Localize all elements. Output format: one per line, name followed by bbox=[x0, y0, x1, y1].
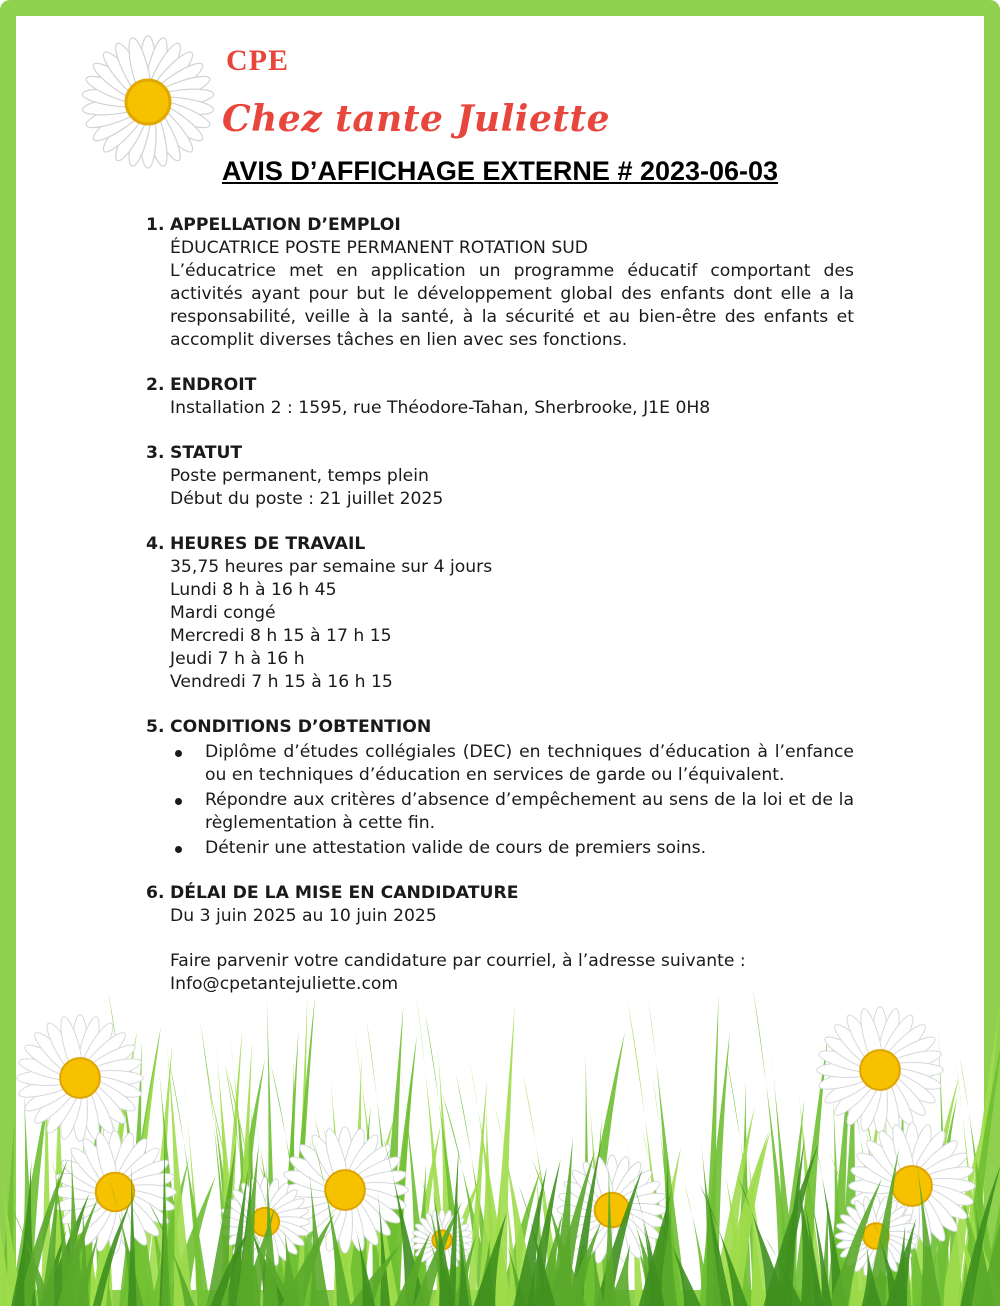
section-number: 4. bbox=[146, 534, 165, 554]
org-short-name: CPE bbox=[226, 44, 289, 77]
requirements-list bbox=[146, 741, 854, 860]
requirement-text: Diplôme d’études collégiales (DEC) en techniques d’éducation à l’enfance ou en techniques d’éducation en services de garde ou l’équivalent. bbox=[205, 742, 854, 785]
section-title: ENDROIT bbox=[170, 375, 257, 395]
schedule-line: Mercredi 8 h 15 à 17 h 15 bbox=[170, 626, 392, 646]
section-requirements bbox=[146, 716, 854, 860]
job-title-line: ÉDUCATRICE POSTE PERMANENT ROTATION SUD bbox=[170, 238, 589, 258]
posting-content bbox=[146, 214, 854, 1018]
section-number: 1. bbox=[146, 215, 165, 235]
bullet-icon bbox=[175, 846, 182, 853]
bullet-icon bbox=[175, 750, 182, 757]
requirement-text: Détenir une attestation valide de cours de premiers soins. bbox=[205, 838, 707, 858]
section-work-hours bbox=[146, 533, 854, 694]
bullet-icon bbox=[175, 798, 182, 805]
job-description: L’éducatrice met en application un programme éducatif comportant des activités ayant pour but le développement global des enfants dont elle a la responsabilité, veille à la santé, à la sécurité et au bien-être des enfants et accomplit diverses tâches en lien avec ses fonctions. bbox=[170, 261, 854, 350]
daisy-meadow-icon bbox=[0, 960, 1000, 1306]
section-title: APPELLATION D’EMPLOI bbox=[170, 215, 401, 235]
section-number: 6. bbox=[146, 883, 165, 903]
section-location bbox=[146, 374, 854, 420]
section-number: 3. bbox=[146, 443, 165, 463]
deadline-line: Du 3 juin 2025 au 10 juin 2025 bbox=[170, 906, 437, 926]
list-item bbox=[170, 837, 854, 860]
section-heading bbox=[146, 214, 854, 237]
section-heading bbox=[146, 442, 854, 465]
schedule-line: Jeudi 7 h à 16 h bbox=[170, 649, 305, 669]
list-item bbox=[170, 789, 854, 835]
section-heading bbox=[146, 882, 854, 905]
section-heading bbox=[146, 374, 854, 397]
start-date-line: Début du poste : 21 juillet 2025 bbox=[170, 489, 444, 509]
page-title: AVIS D’AFFICHAGE EXTERNE # 2023-06-03 bbox=[221, 156, 779, 186]
section-number: 2. bbox=[146, 375, 165, 395]
section-job-title bbox=[146, 214, 854, 352]
requirement-text: Répondre aux critères d’absence d’empêchement au sens de la loi et de la règlementation à cette fin. bbox=[205, 790, 854, 833]
section-title: DÉLAI DE LA MISE EN CANDIDATURE bbox=[170, 883, 519, 903]
org-name: Chez tante Juliette bbox=[222, 98, 611, 140]
schedule-line: Mardi congé bbox=[170, 603, 276, 623]
section-title: CONDITIONS D’OBTENTION bbox=[170, 717, 432, 737]
weekly-hours-line: 35,75 heures par semaine sur 4 jours bbox=[170, 557, 493, 577]
section-title: HEURES DE TRAVAIL bbox=[170, 534, 366, 554]
section-status bbox=[146, 442, 854, 511]
list-item bbox=[170, 741, 854, 787]
section-heading bbox=[146, 533, 854, 556]
section-title: STATUT bbox=[170, 443, 243, 463]
schedule-line: Vendredi 7 h 15 à 16 h 15 bbox=[170, 672, 393, 692]
section-heading bbox=[146, 716, 854, 739]
section-number: 5. bbox=[146, 717, 165, 737]
contact-email: Info@cpetantejuliette.com bbox=[170, 974, 399, 994]
schedule-line: Lundi 8 h à 16 h 45 bbox=[170, 580, 337, 600]
daisy-flower-icon bbox=[78, 32, 218, 172]
status-line: Poste permanent, temps plein bbox=[170, 466, 429, 486]
address-line: Installation 2 : 1595, rue Théodore-Tahan, Sherbrooke, J1E 0H8 bbox=[170, 398, 711, 418]
contact-instruction: Faire parvenir votre candidature par courriel, à l’adresse suivante : bbox=[170, 951, 746, 971]
